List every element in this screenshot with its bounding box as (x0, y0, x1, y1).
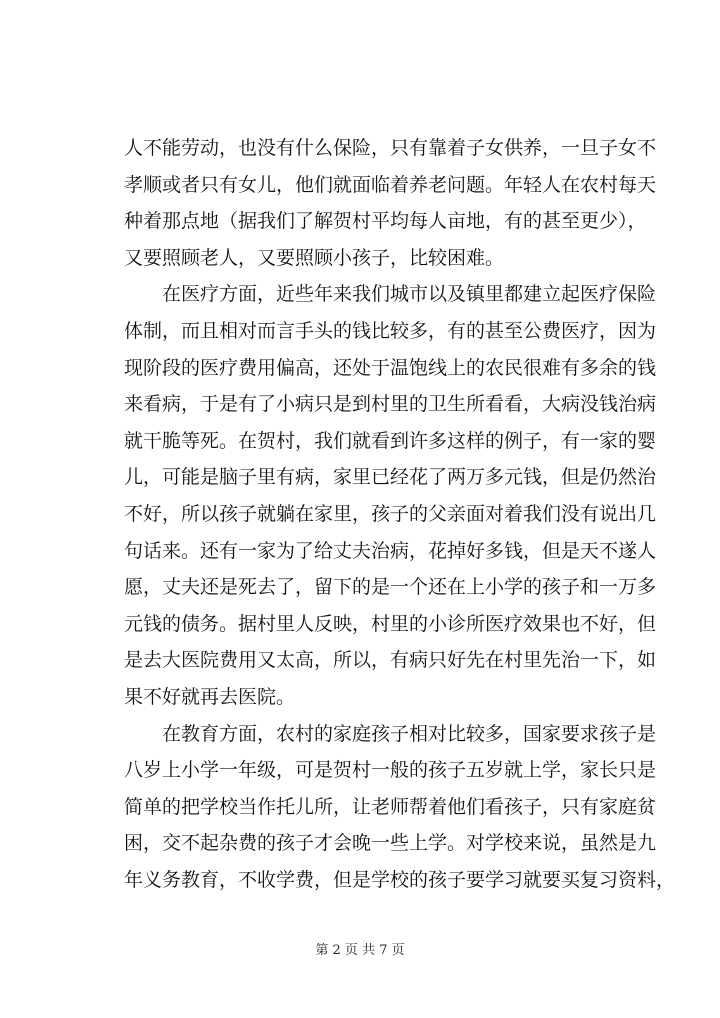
text-line: 儿，可能是脑子里有病，家里已经花了两万多元钱，但是仍然治 (124, 466, 657, 489)
text-line: 是去大医院费用又太高，所以，有病只好先在村里先治一下，如 (124, 649, 657, 672)
text-line: 人不能劳动，也没有什么保险，只有靠着子女供养，一旦子女不 (124, 137, 657, 159)
text-line: 果不好就再去医院。 (124, 685, 296, 708)
text-line: 八岁上小学一年级，可是贺村一般的孩子五岁就上学，家长只是 (124, 759, 657, 782)
paragraph-start-line: 在医疗方面，近些年来我们城市以及镇里都建立起医疗保险 (162, 283, 657, 306)
paragraph-start-line: 在教育方面，农村的家庭孩子相对比较多，国家要求孩子是 (162, 722, 657, 745)
text-line: 来看病，于是有了小病只是到村里的卫生所看看，大病没钱治病 (124, 393, 657, 416)
text-line: 就干脆等死。在贺村，我们就看到许多这样的例子，有一家的婴 (124, 429, 657, 452)
text-line: 不好，所以孩子就躺在家里，孩子的父亲面对着我们没有说出几 (124, 502, 657, 525)
page-number-footer: 第 2 页 共 7 页 (315, 943, 405, 958)
text-line: 孝顺或者只有女儿，他们就面临着养老问题。年轻人在农村每天 (124, 173, 657, 196)
text-line: 困，交不起杂费的孩子才会晚一些上学。对学校来说，虽然是九 (124, 832, 657, 855)
text-line: 体制，而且相对而言手头的钱比较多，有的甚至公费医疗，因为 (124, 319, 657, 342)
text-line: 句话来。还有一家为了给丈夫治病，花掉好多钱，但是天不遂人 (124, 539, 657, 562)
text-line: 年义务教育，不收学费，但是学校的孩子要学习就要买复习资料， (124, 868, 676, 891)
text-line: 种着那点地（据我们了解贺村平均每人亩地，有的甚至更少）， (124, 210, 647, 233)
body-text (124, 130, 676, 898)
text-line: 简单的把学校当作托儿所，让老师帮着他们看孩子，只有家庭贫 (124, 795, 657, 818)
text-line: 又要照顾老人，又要照顾小孩子，比较困难。 (124, 246, 505, 269)
text-line: 愿，丈夫还是死去了，留下的是一个还在上小学的孩子和一万多 (124, 576, 657, 599)
text-line: 现阶段的医疗费用偏高，还处于温饱线上的农民很难有多余的钱 (124, 356, 657, 379)
text-line: 元钱的债务。据村里人反映，村里的小诊所医疗效果也不好，但 (124, 612, 657, 635)
